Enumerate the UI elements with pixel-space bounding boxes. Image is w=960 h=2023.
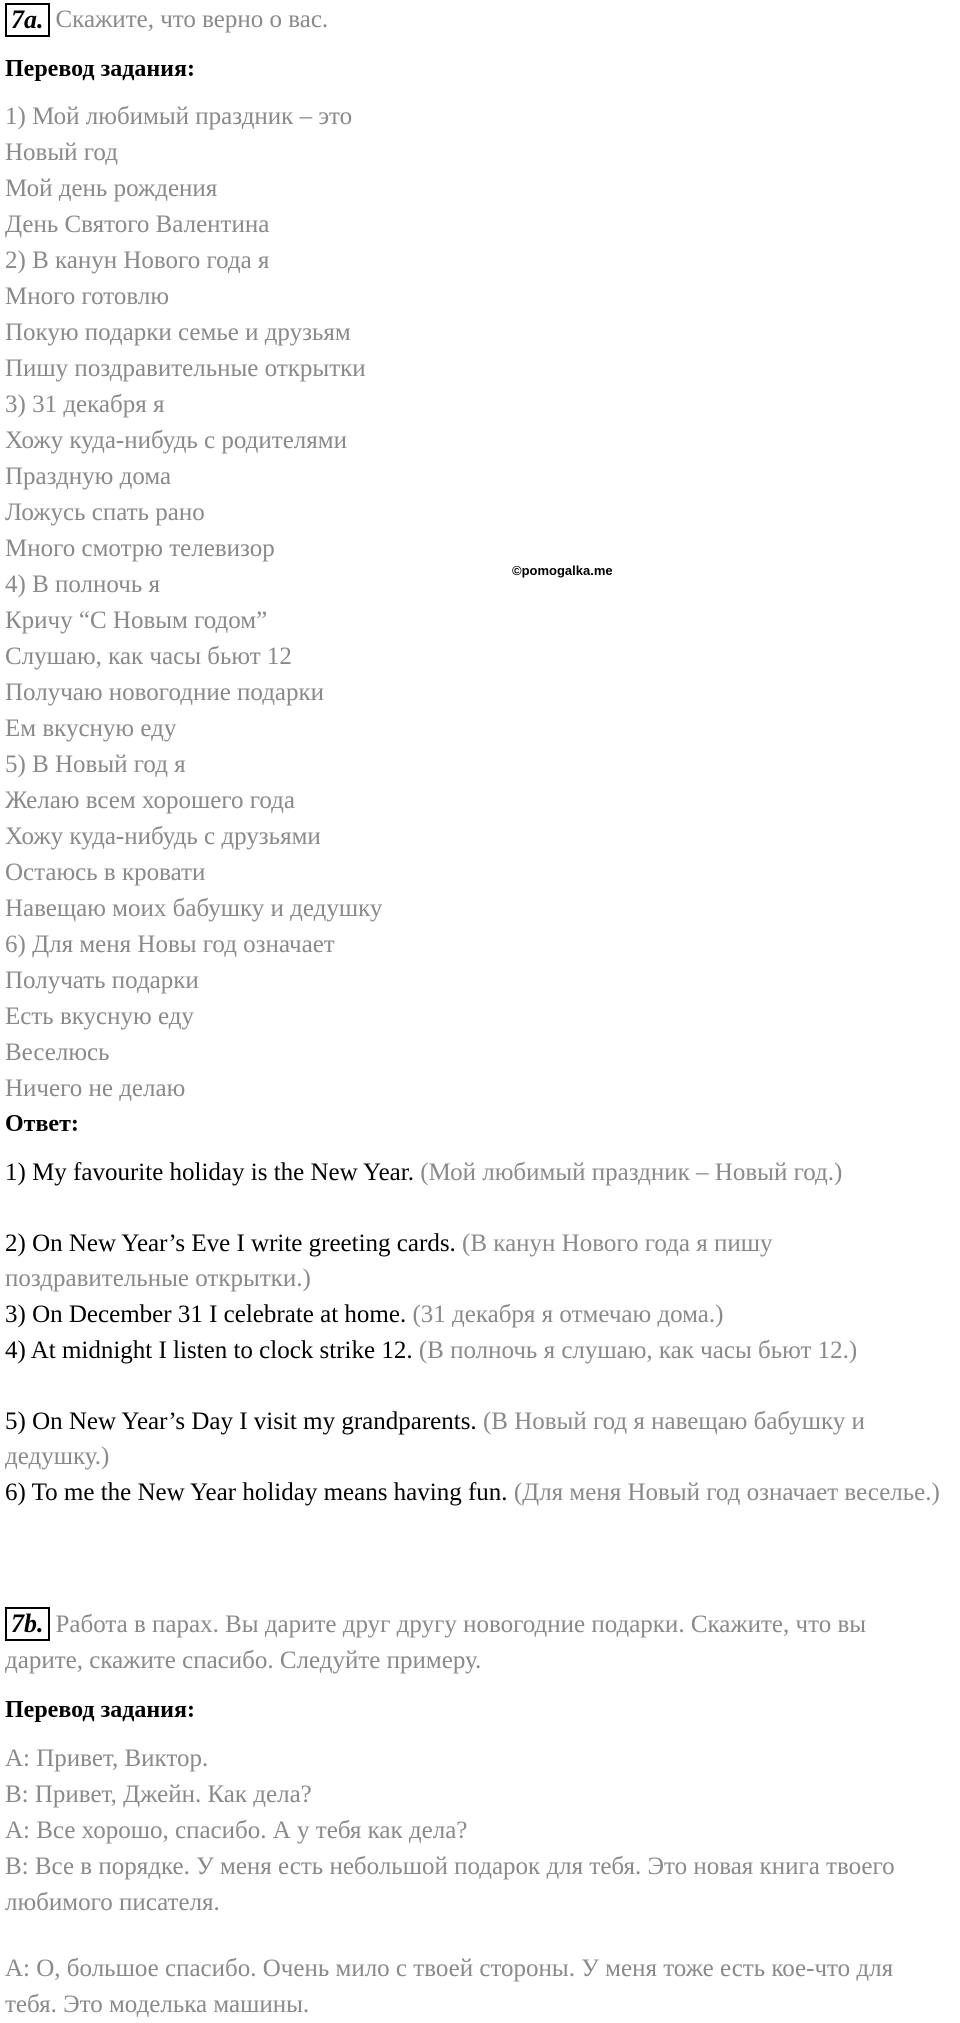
answer-english: 3) On December 31 I celebrate at home. (5, 1301, 407, 1328)
task-7b-instruction: Работа в парах. Вы дарите друг другу новогодние подарки. Скажите, что вы дарите, скажите спасибо. Следуйте примеру. (5, 1611, 867, 1674)
task-7b-badge: 7b. (5, 1607, 50, 1641)
dialogue-line: B: Привет, Джейн. Как дела? (5, 1781, 312, 1808)
list-item: Покую подарки семье и друзьям (5, 319, 351, 346)
answer-russian: (Для меня Новый год означает веселье.) (513, 1479, 940, 1506)
answer-item (5, 1155, 950, 1190)
list-item: Есть вкусную еду (5, 1003, 194, 1030)
answer-russian: (Мой любимый праздник – Новый год.) (420, 1159, 843, 1186)
list-item: Мой день рождения (5, 175, 218, 202)
answer-english: 2) On New Year’s Eve I write greeting cards. (5, 1230, 456, 1257)
list-item: 2) В канун Нового года я (5, 247, 270, 274)
list-item: Ничего не делаю (5, 1075, 186, 1102)
answer-russian: (В Новый год я навещаю бабушку и дедушку.) (5, 1408, 865, 1470)
list-item: Ем вкусную еду (5, 715, 177, 742)
answer-item (5, 1226, 950, 1296)
answer-item (5, 1333, 950, 1368)
answer-english: 5) On New Year’s Day I visit my grandparents. (5, 1408, 477, 1435)
task-7a-badge: 7a. (5, 3, 50, 37)
list-item: 1) Мой любимый праздник – это (5, 103, 353, 130)
task-7b-header (5, 1607, 950, 1679)
task-7a-answer-heading: Ответ: (5, 1111, 79, 1137)
list-item: 3) 31 декабря я (5, 391, 165, 418)
list-item: Веселюсь (5, 1039, 110, 1066)
task-7a-header (5, 2, 328, 38)
list-item: Навещаю моих бабушку и дедушку (5, 895, 383, 922)
task-7a-instruction: Скажите, что верно о вас. (55, 6, 329, 33)
list-item: Получать подарки (5, 967, 199, 994)
list-item: Получаю новогодние подарки (5, 679, 325, 706)
list-item: Много готовлю (5, 283, 170, 310)
answer-english: 6) To me the New Year holiday means having fun. (5, 1479, 508, 1506)
dialogue-line: A: Все хорошо, спасибо. А у тебя как дела? (5, 1817, 468, 1844)
list-item: Слушаю, как часы бьют 12 (5, 643, 292, 670)
list-item: Пишу поздравительные открытки (5, 355, 366, 382)
list-item: Желаю всем хорошего года (5, 787, 295, 814)
task-7a-translation-heading: Перевод задания: (5, 56, 195, 82)
dialogue-line: A: О, большое спасибо. Очень мило с твоей стороны. У меня тоже есть кое-что для тебя. Это моделька машины. (5, 1955, 894, 2018)
list-item: Хожу куда-нибудь с родителями (5, 427, 347, 454)
list-item: Хожу куда-нибудь с друзьями (5, 823, 321, 850)
list-item: Новый год (5, 139, 118, 166)
answer-russian: (31 декабря я отмечаю дома.) (412, 1301, 724, 1328)
list-item: Ложусь спать рано (5, 499, 205, 526)
list-item: Праздную дома (5, 463, 172, 490)
list-item: 6) Для меня Новы год означает (5, 931, 335, 958)
answer-item (5, 1475, 950, 1510)
list-item: 4) В полночь я (5, 571, 160, 598)
list-item: День Святого Валентина (5, 211, 270, 238)
list-item: Остаюсь в кровати (5, 859, 206, 886)
task-7b-translation-heading: Перевод задания: (5, 1697, 195, 1723)
answer-russian: (В канун Нового года я пишу поздравительные открытки.) (5, 1230, 773, 1292)
answer-russian: (В полночь я слушаю, как часы бьют 12.) (418, 1337, 858, 1364)
answer-item (5, 1404, 950, 1474)
list-item: Кричу “С Новым годом” (5, 607, 268, 634)
answer-item (5, 1297, 950, 1332)
watermark: ©pomogalka.me (512, 563, 613, 578)
dialogue-line: A: Привет, Виктор. (5, 1745, 209, 1772)
list-item: 5) В Новый год я (5, 751, 186, 778)
list-item: Много смотрю телевизор (5, 535, 275, 562)
dialogue-line: B: Все в порядке. У меня есть небольшой подарок для тебя. Это новая книга твоего любимого писателя. (5, 1853, 895, 1916)
answer-english: 1) My favourite holiday is the New Year. (5, 1159, 414, 1186)
answer-english: 4) At midnight I listen to clock strike 12. (5, 1337, 413, 1364)
